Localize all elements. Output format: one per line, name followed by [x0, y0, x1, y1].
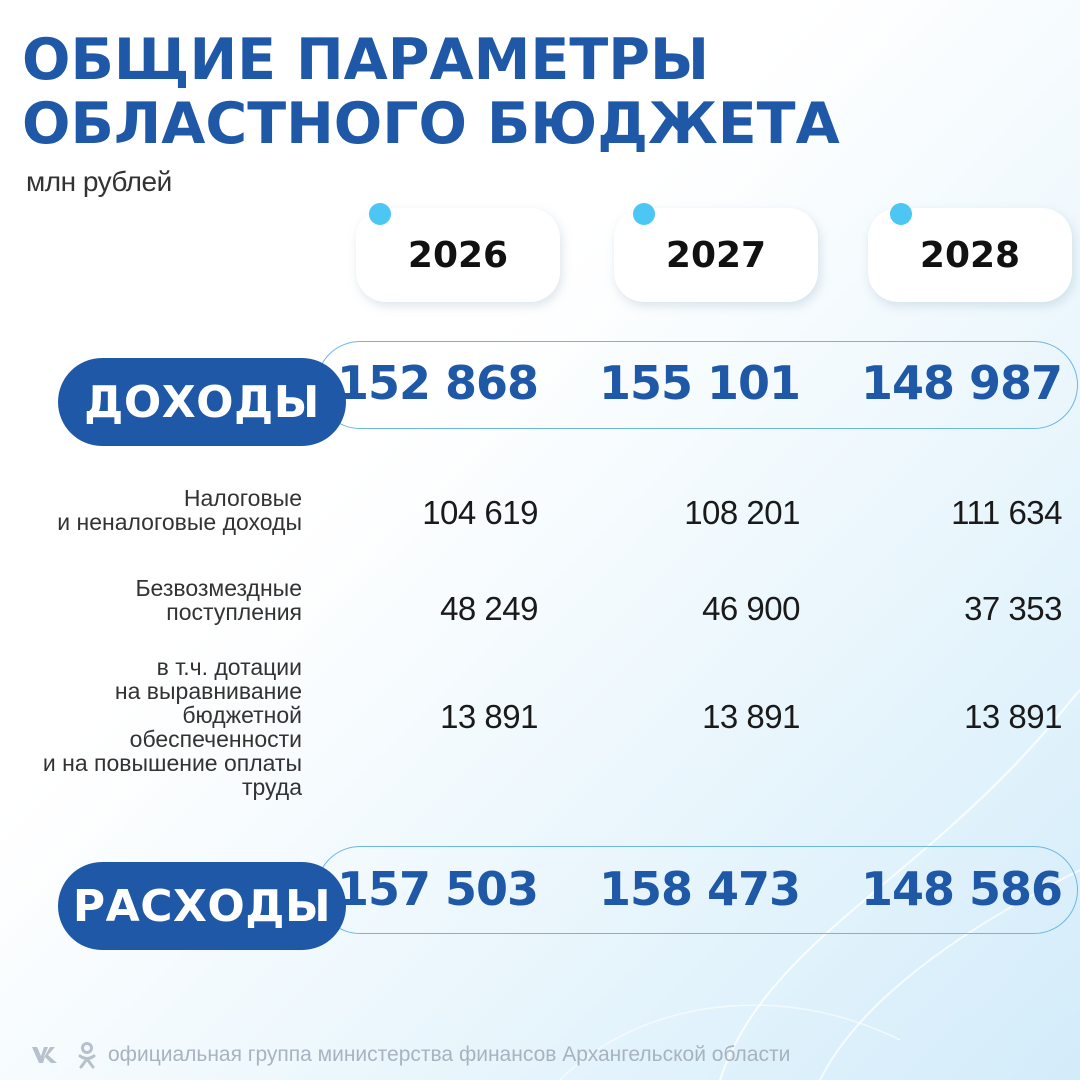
label-line: труда [241, 774, 302, 800]
expenses-value-2026: 157 503 [336, 862, 538, 916]
vk-icon[interactable] [30, 1044, 66, 1066]
year-dot-icon [890, 203, 912, 225]
footer [30, 1040, 790, 1070]
year-label: 2026 [407, 234, 509, 276]
label-line: и на повышение оплаты [42, 750, 302, 776]
row-label-gratuitous-receipts [135, 576, 302, 624]
tax-income-2028: 111 634 [951, 494, 1062, 531]
label-line: обеспеченности [129, 726, 302, 752]
unit-label: млн рублей [26, 166, 172, 197]
year-label: 2027 [665, 234, 767, 276]
subsidies-2027: 13 891 [702, 698, 800, 735]
expenses-label: РАСХОДЫ [58, 862, 346, 950]
title-line-2: ОБЛАСТНОГО БЮДЖЕТА [22, 91, 840, 157]
label-line: и неналоговые доходы [57, 509, 302, 535]
label-line: бюджетной [182, 702, 302, 728]
expenses-value-2028: 148 586 [860, 862, 1062, 916]
gratuitous-receipts-2028: 37 353 [964, 590, 1062, 627]
year-label: 2028 [919, 234, 1021, 276]
title-line-1: ОБЩИЕ ПАРАМЕТРЫ [22, 27, 710, 93]
year-dot-icon [369, 203, 391, 225]
income-value-2028: 148 987 [860, 356, 1062, 410]
label-line: на выравнивание [114, 678, 302, 704]
gratuitous-receipts-2026: 48 249 [440, 590, 538, 627]
expenses-value-2027: 158 473 [598, 862, 800, 916]
income-value-2027: 155 101 [598, 356, 800, 410]
subsidies-2028: 13 891 [964, 698, 1062, 735]
row-label-tax-income [57, 486, 302, 534]
label-line: Безвозмездные [135, 575, 302, 601]
row-label-subsidies [43, 655, 302, 799]
income-value-2026: 152 868 [336, 356, 538, 410]
gratuitous-receipts-2027: 46 900 [702, 590, 800, 627]
label-line: Налоговые [183, 485, 302, 511]
footer-text: официальная группа министерства финансов Архангельской области [108, 1043, 791, 1066]
page-title [22, 28, 840, 156]
income-label: ДОХОДЫ [58, 358, 346, 446]
tax-income-2026: 104 619 [422, 494, 538, 531]
year-dot-icon [633, 203, 655, 225]
label-line: в т.ч. дотации [156, 654, 302, 680]
odnoklassniki-icon[interactable] [76, 1041, 98, 1069]
label-line: поступления [166, 599, 302, 625]
subsidies-2026: 13 891 [440, 698, 538, 735]
tax-income-2027: 108 201 [684, 494, 800, 531]
